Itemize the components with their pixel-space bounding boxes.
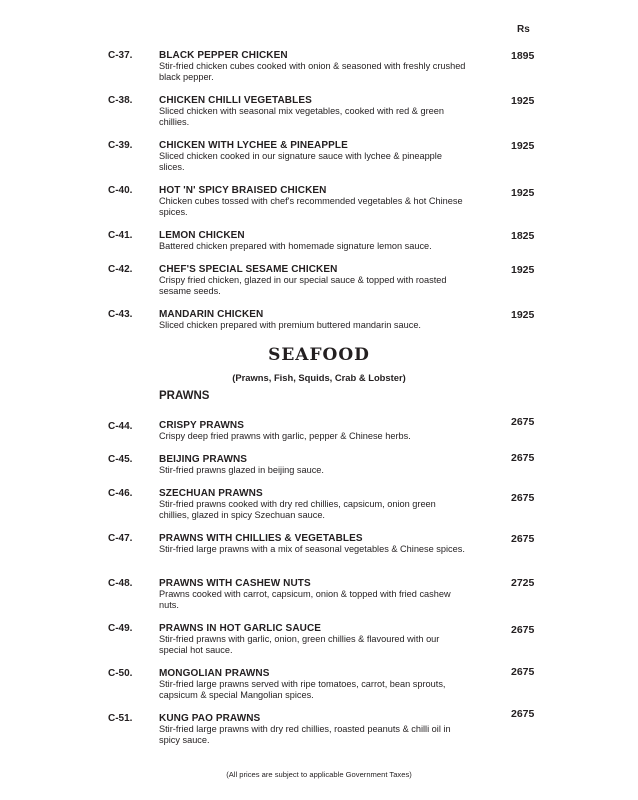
item-description: Sliced chicken cooked in our signature sauce with lychee & pineapple slices. xyxy=(159,151,442,173)
item-code: C-51. xyxy=(108,713,133,724)
item-description: Chicken cubes tossed with chef's recommended vegetables & hot Chinese spices. xyxy=(159,196,463,218)
item-name: HOT 'N' SPICY BRAISED CHICKEN xyxy=(159,185,327,196)
item-code: C-39. xyxy=(108,140,133,151)
item-code: C-49. xyxy=(108,623,133,634)
item-name: PRAWNS IN HOT GARLIC SAUCE xyxy=(159,623,322,634)
item-description: Crispy deep fried prawns with garlic, pepper & Chinese herbs. xyxy=(159,431,411,441)
item-name: KUNG PAO PRAWNS xyxy=(159,713,261,724)
item-name: PRAWNS WITH CHILLIES & VEGETABLES xyxy=(159,533,363,544)
item-description: Sliced chicken with seasonal mix vegetables, cooked with red & green chillies. xyxy=(159,106,444,128)
item-description: Stir-fried large prawns with dry red chillies, roasted peanuts & chilli oil in spicy sauce. xyxy=(159,724,451,746)
item-name: CRISPY PRAWNS xyxy=(159,420,245,431)
item-description: Stir-fried chicken cubes cooked with onion & seasoned with freshly crushed black pepper. xyxy=(159,61,466,83)
item-code: C-41. xyxy=(108,230,133,241)
item-name: CHICKEN WITH LYCHEE & PINEAPPLE xyxy=(159,140,348,151)
item-code: C-45. xyxy=(108,454,133,465)
item-name: LEMON CHICKEN xyxy=(159,230,245,241)
item-price: 2675 xyxy=(511,416,535,428)
item-price: 2675 xyxy=(511,708,535,720)
item-price: 1925 xyxy=(511,264,535,276)
item-code: C-44. xyxy=(108,421,133,432)
item-description: Sliced chicken prepared with premium buttered mandarin sauce. xyxy=(159,320,421,330)
item-description: Crispy fried chicken, glazed in our special sauce & topped with roasted sesame seeds. xyxy=(159,275,447,297)
item-price: 2675 xyxy=(511,452,535,464)
item-name: BLACK PEPPER CHICKEN xyxy=(159,50,288,61)
item-code: C-47. xyxy=(108,533,133,544)
item-price: 1925 xyxy=(511,140,535,152)
item-code: C-48. xyxy=(108,578,133,589)
item-description: Stir-fried prawns with garlic, onion, green chillies & flavoured with our special hot sauce. xyxy=(159,634,440,656)
item-code: C-43. xyxy=(108,309,133,320)
item-price: 1895 xyxy=(511,50,535,62)
item-name: CHICKEN CHILLI VEGETABLES xyxy=(159,95,312,106)
item-description: Stir-fried prawns cooked with dry red chillies, capsicum, onion green chillies, glazed in spicy Szechuan sauce. xyxy=(159,499,436,521)
item-description: Prawns cooked with carrot, capsicum, onion & topped with fried cashew nuts. xyxy=(159,589,451,611)
item-description: Stir-fried large prawns served with ripe tomatoes, carrot, bean sprouts, capsicum & special Mangolian spices. xyxy=(159,679,446,701)
item-name: BEIJING PRAWNS xyxy=(159,454,248,465)
item-description: Stir-fried prawns glazed in beijing sauce. xyxy=(159,465,324,475)
item-name: SZECHUAN PRAWNS xyxy=(159,488,263,499)
item-code: C-38. xyxy=(108,95,133,106)
item-price: 1925 xyxy=(511,309,535,321)
item-price: 1825 xyxy=(511,230,535,242)
item-name: MANDARIN CHICKEN xyxy=(159,309,264,320)
item-price: 1925 xyxy=(511,187,535,199)
currency-label: Rs xyxy=(517,24,530,35)
item-price: 2675 xyxy=(511,666,535,678)
section-title: SEAFOOD xyxy=(268,345,370,365)
item-name: CHEF'S SPECIAL SESAME CHICKEN xyxy=(159,264,338,275)
item-code: C-46. xyxy=(108,488,133,499)
item-price: 2675 xyxy=(511,533,535,545)
section-subtitle: (Prawns, Fish, Squids, Crab & Lobster) xyxy=(232,372,406,383)
item-description: Stir-fried large prawns with a mix of seasonal vegetables & Chinese spices. xyxy=(159,544,465,554)
item-code: C-50. xyxy=(108,668,133,679)
item-code: C-42. xyxy=(108,264,133,275)
item-code: C-40. xyxy=(108,185,133,196)
item-name: PRAWNS WITH CASHEW NUTS xyxy=(159,578,311,589)
item-price: 2675 xyxy=(511,624,535,636)
item-description: Battered chicken prepared with homemade signature lemon sauce. xyxy=(159,241,432,251)
item-price: 1925 xyxy=(511,95,535,107)
item-code: C-37. xyxy=(108,50,133,61)
subsection-heading: PRAWNS xyxy=(159,390,210,402)
item-price: 2675 xyxy=(511,492,535,504)
item-price: 2725 xyxy=(511,577,535,589)
item-name: MONGOLIAN PRAWNS xyxy=(159,668,270,679)
tax-footnote: (All prices are subject to applicable Government Taxes) xyxy=(226,770,412,779)
